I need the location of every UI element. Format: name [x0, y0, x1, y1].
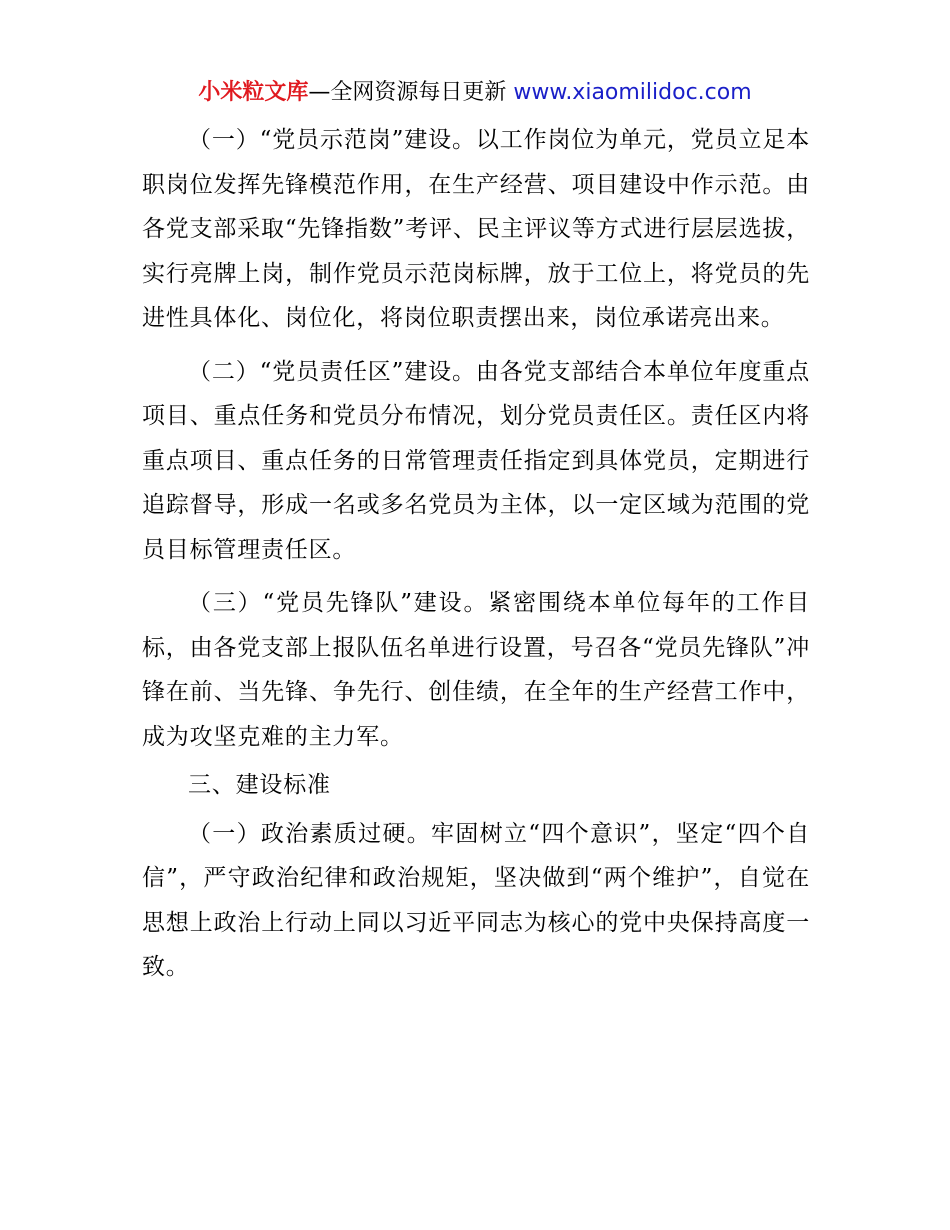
section-heading-standards: 三、建设标准 — [188, 772, 331, 798]
brand-name: 小米粒文库 — [198, 80, 309, 105]
paragraph-party-model-post: （一）“党员示范岗”建设。以工作岗位为单元，党员立足本职岗位发挥先锋模范作用，在生产经营、项目建设中作示范。由各党支部采取“先锋指数”考评、民主评议等方式进行层层选拔，实行亮牌上岗，制作党员示范岗标牌，放于工位上，将党员的先进性具体化、岗位化，将岗位职责摆出来，岗位承诺亮出来。 — [142, 127, 810, 331]
paragraph-party-responsibility-zone: （二）“党员责任区”建设。由各党支部结合本单位年度重点项目、重点任务和党员分布情况，划分党员责任区。责任区内将重点项目、重点任务的日常管理责任指定到具体党员，定期进行追踪督导，形成一名或多名党员为主体，以一定区域为范围的党员目标管理责任区。 — [142, 358, 810, 563]
site-url-link[interactable]: www.xiaomilidoc.com — [506, 80, 752, 105]
document-body — [142, 118, 810, 990]
paragraph-political-quality: （一）政治素质过硬。牢固树立“四个意识”，坚定“四个自信”，严守政治纪律和政治规矩，坚决做到“两个维护”，自觉在思想上政治上行动上同以习近平同志为核心的党中央保持高度一致。 — [142, 820, 810, 980]
paragraph-party-vanguard-team: （三）“党员先锋队”建设。紧密围绕本单位每年的工作目标，由各党支部上报队伍名单进行设置，号召各“党员先锋队”冲锋在前、当先锋、争先行、创佳绩，在全年的生产经营工作中，成为攻坚克难的主力军。 — [142, 590, 810, 750]
header-slogan: —全网资源每日更新 — [308, 80, 507, 105]
page-header-banner — [0, 78, 950, 108]
